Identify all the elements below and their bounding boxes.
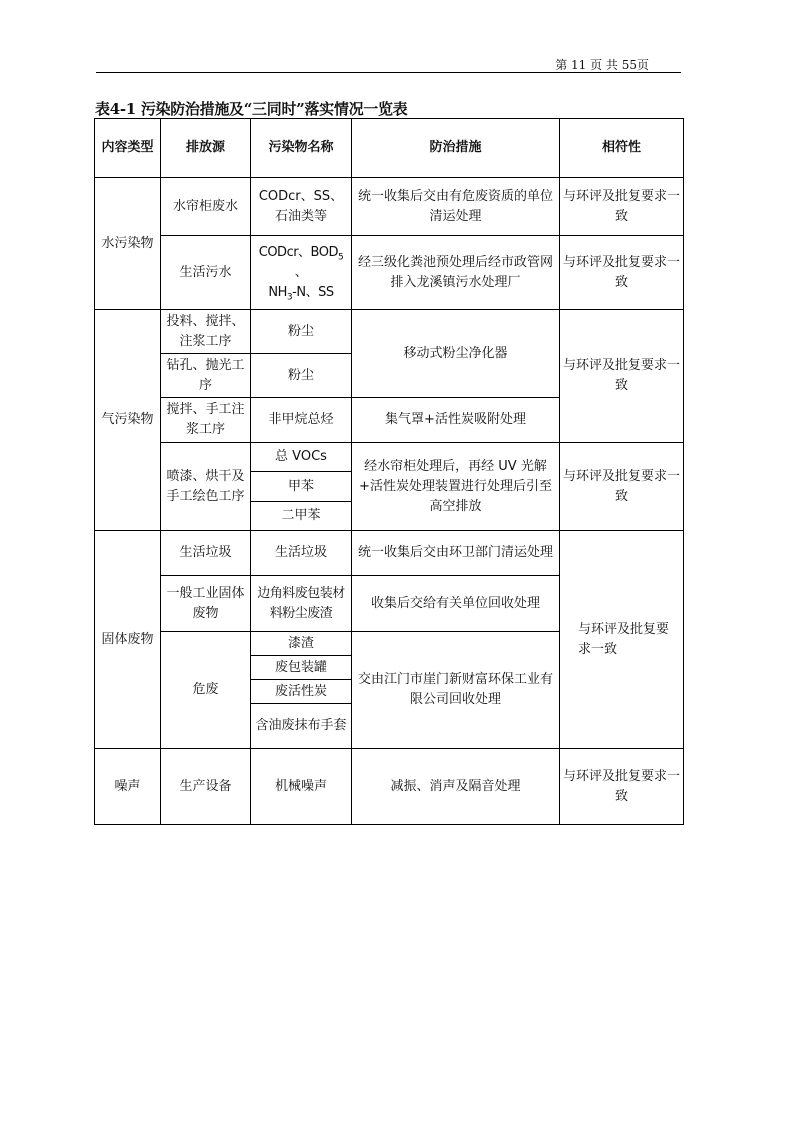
source-cell: 生活污水 <box>161 236 251 310</box>
measure-cell: 减振、消声及隔音处理 <box>352 749 560 825</box>
page-header <box>96 58 681 73</box>
pollutant-cell: 边角料废包装材料粉尘废渣 <box>251 576 352 632</box>
measure-cell: 集气罩+活性炭吸附处理 <box>352 398 560 443</box>
source-cell: 搅拌、手工注浆工序 <box>161 398 251 443</box>
pollutant-cell: 甲苯 <box>251 472 352 502</box>
pollutant-cell: CODcr、$BOD_5$ 、 $NH_3-N$、SS <box>251 236 352 310</box>
compliance-cell: 与环评及批复要求一致 <box>560 531 684 749</box>
pollutant-cell: 总 VOCs <box>251 443 352 472</box>
pollutant-cell: 机械噪声 <box>251 749 352 825</box>
measure-cell: 经三级化粪池预处理后经市政管网排入龙溪镇污水处理厂 <box>352 236 560 310</box>
header-measure: 防治措施 <box>352 119 560 178</box>
page-indicator: 第 11 页 共 55页 <box>555 58 649 72</box>
source-cell: 喷漆、烘干及手工绘色工序 <box>161 443 251 531</box>
measure-cell: 经水帘柜处理后，再经 UV 光解+活性炭处理装置进行处理后引至高空排放 <box>352 443 560 531</box>
header-compliance: 相符性 <box>560 119 684 178</box>
category-water: 水污染物 <box>95 178 161 310</box>
pollutant-cell: 含油废抹布手套 <box>251 704 352 749</box>
pollutant-cell: CODcr、SS、石油类等 <box>251 178 352 236</box>
measure-cell: 统一收集后交由有危废资质的单位清运处理 <box>352 178 560 236</box>
pollutant-cell: 二甲苯 <box>251 502 352 531</box>
source-cell: 水帘柜废水 <box>161 178 251 236</box>
table-caption: 表4-1 污染防治措施及“三同时”落实情况一览表 <box>95 100 408 118</box>
pollutant-cell: 废活性炭 <box>251 680 352 704</box>
measure-cell: 移动式粉尘净化器 <box>352 310 560 398</box>
header-pollutant: 污染物名称 <box>251 119 352 178</box>
category-noise: 噪声 <box>95 749 161 825</box>
compliance-cell: 与环评及批复要求一致 <box>560 310 684 443</box>
pollutant-cell: 废包装罐 <box>251 656 352 680</box>
table-row <box>95 443 684 472</box>
source-cell: 钻孔、抛光工序 <box>161 354 251 398</box>
pollutant-cell: 非甲烷总烃 <box>251 398 352 443</box>
header-source: 排放源 <box>161 119 251 178</box>
measure-cell: 统一收集后交由环卫部门清运处理 <box>352 531 560 576</box>
table-row <box>95 531 684 576</box>
pollutant-cell: 漆渣 <box>251 632 352 656</box>
compliance-cell: 与环评及批复要求一致 <box>560 236 684 310</box>
source-cell: 一般工业固体废物 <box>161 576 251 632</box>
measure-cell: 收集后交给有关单位回收处理 <box>352 576 560 632</box>
pollutant-cell: 粉尘 <box>251 354 352 398</box>
table-row <box>95 178 684 236</box>
header-type: 内容类型 <box>95 119 161 178</box>
source-cell: 危废 <box>161 632 251 749</box>
pollution-control-table <box>94 118 684 825</box>
header-row <box>95 119 684 178</box>
source-cell: 生产设备 <box>161 749 251 825</box>
source-cell: 投料、搅拌、注浆工序 <box>161 310 251 354</box>
table-row <box>95 236 684 310</box>
category-air: 气污染物 <box>95 310 161 531</box>
measure-cell: 交由江门市崖门新财富环保工业有限公司回收处理 <box>352 632 560 749</box>
compliance-cell: 与环评及批复要求一致 <box>560 443 684 531</box>
compliance-cell: 与环评及批复要求一致 <box>560 749 684 825</box>
pollutant-cell: 粉尘 <box>251 310 352 354</box>
table-row <box>95 310 684 354</box>
table-row <box>95 749 684 825</box>
source-cell: 生活垃圾 <box>161 531 251 576</box>
compliance-cell: 与环评及批复要求一致 <box>560 178 684 236</box>
pollutant-cell: 生活垃圾 <box>251 531 352 576</box>
category-solid: 固体废物 <box>95 531 161 749</box>
